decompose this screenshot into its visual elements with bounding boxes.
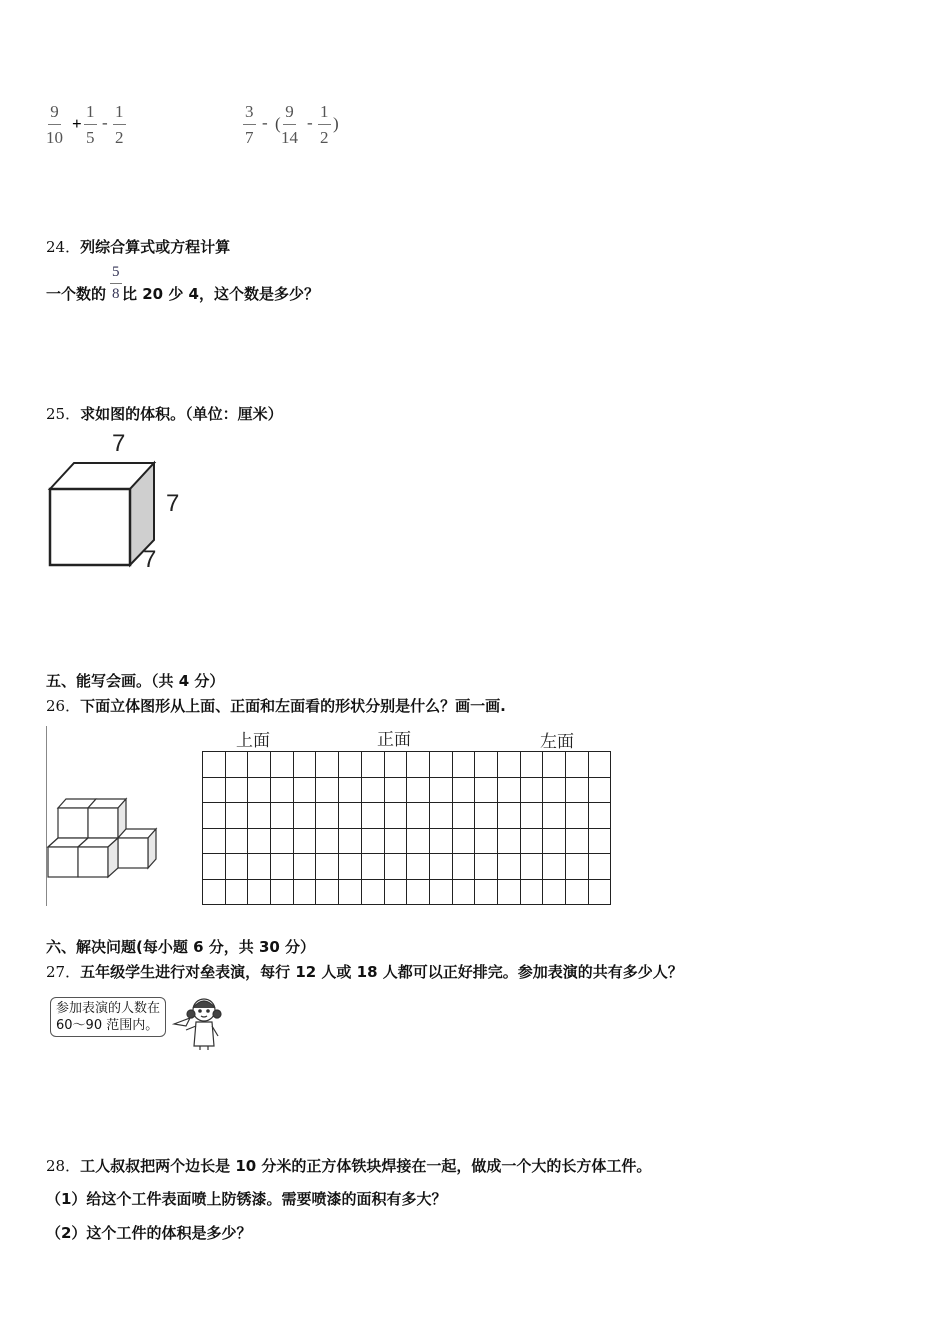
numerator: 1 (84, 103, 97, 125)
question-text: 下面立体图形从上面、正面和左面看的形状分别是什么？画一画. (80, 697, 506, 715)
denominator: 7 (245, 128, 254, 147)
dimension-top: 7 (112, 430, 126, 457)
fraction (84, 103, 97, 146)
numerator: 1 (113, 103, 126, 125)
section-5-heading: 五、能写会画。（共 4 分） (46, 672, 225, 690)
question-text: 列综合算式或方程计算 (80, 238, 231, 256)
label-front-view: 正面 (377, 730, 411, 750)
grid-row (203, 752, 611, 778)
grid-cell[interactable] (543, 828, 566, 854)
grid-cell[interactable] (248, 828, 271, 854)
question-28-part-2: （2）这个工件的体积是多少？ (46, 1224, 252, 1242)
grid-cell[interactable] (520, 803, 543, 829)
grid-cell[interactable] (293, 752, 316, 778)
denominator: 8 (112, 286, 120, 302)
grid-cell[interactable] (361, 879, 384, 905)
question-28-title (46, 1155, 651, 1176)
body-suffix: 比 20 少 4，这个数是多少？ (122, 285, 319, 303)
grid-cell[interactable] (452, 879, 475, 905)
grid-cell[interactable] (203, 777, 226, 803)
question-text: 求如图的体积。（单位：厘米） (80, 405, 283, 423)
fraction (113, 103, 126, 146)
grid-cell[interactable] (566, 828, 589, 854)
fraction-5-8 (110, 265, 122, 302)
grid-cell[interactable] (339, 828, 362, 854)
grid-cell[interactable] (520, 854, 543, 880)
grid-row (203, 854, 611, 880)
question-text: 五年级学生进行对垒表演，每行 12 人或 18 人都可以正好排完。参加表演的共有多少人？ (80, 963, 683, 981)
grid-cell[interactable] (384, 777, 407, 803)
grid-cell[interactable] (407, 828, 430, 854)
numerator: 1 (318, 103, 331, 125)
numerator: 9 (48, 103, 61, 125)
label-left-view: 左面 (540, 732, 574, 752)
body-prefix: 一个数的 (46, 285, 107, 303)
grid-cell[interactable] (429, 879, 452, 905)
question-number: 27． (46, 963, 81, 981)
grid-cell[interactable] (339, 803, 362, 829)
grid-cell[interactable] (271, 854, 294, 880)
grid-cell[interactable] (497, 777, 520, 803)
denominator: 2 (115, 128, 124, 147)
grid-cell[interactable] (497, 879, 520, 905)
fraction (281, 103, 298, 146)
girl-arm-left (186, 1026, 196, 1030)
grid-cell[interactable] (361, 854, 384, 880)
grid-cell[interactable] (452, 777, 475, 803)
grid-cell[interactable] (361, 828, 384, 854)
grid-cell[interactable] (271, 777, 294, 803)
grid-cell[interactable] (429, 803, 452, 829)
girl-eye-left (199, 1010, 201, 1012)
grid-cell[interactable] (316, 854, 339, 880)
grid-cell[interactable] (407, 854, 430, 880)
grid-cell[interactable] (203, 752, 226, 778)
cube-front (88, 808, 118, 838)
grid-cell[interactable] (588, 777, 611, 803)
grid-cell[interactable] (248, 854, 271, 880)
grid-cell[interactable] (520, 879, 543, 905)
grid-cell[interactable] (407, 777, 430, 803)
grid-cell[interactable] (271, 828, 294, 854)
grid-cell[interactable] (520, 828, 543, 854)
grid-cell[interactable] (566, 854, 589, 880)
grid-cell[interactable] (543, 777, 566, 803)
bubble-line-2: 60～90 范围内。 (56, 1018, 159, 1033)
grid-cell[interactable] (384, 803, 407, 829)
question-24-body (46, 283, 106, 304)
grid-cell[interactable] (248, 777, 271, 803)
grid-cell[interactable] (566, 803, 589, 829)
question-24-title (46, 236, 230, 257)
question-text: 工人叔叔把两个边长是 10 分米的正方体铁块焊接在一起，做成一个大的长方体工件。 (80, 1157, 652, 1175)
dimension-bottom: 7 (143, 546, 157, 573)
grid-cell[interactable] (566, 879, 589, 905)
grid-cell[interactable] (452, 803, 475, 829)
minus-operator: - (307, 113, 313, 132)
fraction (318, 103, 331, 146)
grid-cell[interactable] (203, 854, 226, 880)
grid-cell[interactable] (248, 752, 271, 778)
grid-cell[interactable] (497, 828, 520, 854)
grid-cell[interactable] (475, 777, 498, 803)
grid-cell[interactable] (588, 752, 611, 778)
grid-cell[interactable] (225, 828, 248, 854)
speech-bubble (50, 997, 166, 1037)
grid-cell[interactable] (225, 752, 248, 778)
minus-operator: - (102, 113, 108, 132)
denominator: 5 (86, 128, 95, 147)
grid-cell[interactable] (293, 803, 316, 829)
grid-cell[interactable] (407, 752, 430, 778)
grid-cell[interactable] (339, 777, 362, 803)
girl-hair-bun-left (187, 1010, 195, 1018)
grid-cell[interactable] (225, 777, 248, 803)
question-number: 26． (46, 697, 81, 715)
grid-cell[interactable] (384, 828, 407, 854)
grid-cell[interactable] (339, 854, 362, 880)
grid-cell[interactable] (543, 752, 566, 778)
drawing-grid[interactable] (202, 751, 611, 905)
grid-cell[interactable] (497, 803, 520, 829)
grid-cell[interactable] (361, 803, 384, 829)
label-top-view: 上面 (236, 731, 270, 751)
question-number: 28． (46, 1157, 81, 1175)
girl-eye-right (207, 1010, 209, 1012)
grid-cell[interactable] (520, 777, 543, 803)
question-number: 24． (46, 238, 81, 256)
cube-front-face (50, 489, 130, 565)
fraction (243, 103, 256, 146)
grid-cell[interactable] (271, 752, 294, 778)
grid-row (203, 828, 611, 854)
grid-cell[interactable] (475, 879, 498, 905)
plus-operator: + (72, 114, 82, 133)
cube-front (118, 838, 148, 868)
question-number: 25． (46, 405, 81, 423)
grid-cell[interactable] (316, 879, 339, 905)
grid-cell[interactable] (316, 777, 339, 803)
question-28-part-1: （1）给这个工件表面喷上防锈漆。需要喷漆的面积有多大？ (46, 1190, 447, 1208)
grid-cell[interactable] (407, 879, 430, 905)
numerator: 3 (243, 103, 256, 125)
grid-cell[interactable] (588, 879, 611, 905)
section-6-heading: 六、解决问题(每小题 6 分，共 30 分） (46, 938, 316, 956)
grid-cell[interactable] (293, 777, 316, 803)
grid-cell[interactable] (203, 828, 226, 854)
grid-cell[interactable] (588, 803, 611, 829)
grid-cell[interactable] (316, 828, 339, 854)
grid-cell[interactable] (271, 879, 294, 905)
grid-row (203, 879, 611, 905)
grid-row (203, 803, 611, 829)
grid-cell[interactable] (543, 803, 566, 829)
minus-operator: - (262, 113, 268, 132)
grid-body (203, 752, 611, 905)
fraction (46, 103, 63, 146)
grid-cell[interactable] (520, 752, 543, 778)
left-paren: ( (275, 114, 281, 133)
grid-cell[interactable] (316, 803, 339, 829)
numerator: 5 (110, 265, 122, 284)
grid-cell[interactable] (588, 828, 611, 854)
question-27-title (46, 961, 683, 982)
dimension-right: 7 (166, 490, 180, 517)
grid-cell[interactable] (339, 879, 362, 905)
cube-front (48, 847, 78, 877)
girl-hair-bun-right (213, 1010, 221, 1018)
denominator: 14 (281, 128, 298, 147)
stacked-cubes-figure (46, 790, 166, 885)
grid-cell[interactable] (271, 803, 294, 829)
grid-cell[interactable] (293, 854, 316, 880)
cube-front (78, 847, 108, 877)
grid-cell[interactable] (452, 752, 475, 778)
grid-cell[interactable] (248, 879, 271, 905)
grid-row (203, 777, 611, 803)
bubble-line-1: 参加表演的人数在 (56, 1001, 161, 1016)
question-24-body-suffix (122, 283, 319, 304)
grid-cell[interactable] (543, 854, 566, 880)
grid-cell[interactable] (429, 777, 452, 803)
girl-body (194, 1022, 214, 1046)
denominator: 2 (320, 128, 329, 147)
denominator: 10 (46, 128, 63, 147)
grid-cell[interactable] (452, 828, 475, 854)
grid-cell[interactable] (497, 752, 520, 778)
grid-cell[interactable] (361, 777, 384, 803)
bubble-tail (174, 1018, 190, 1026)
grid-cell[interactable] (429, 752, 452, 778)
grid-cell[interactable] (339, 752, 362, 778)
right-paren: ) (333, 114, 339, 133)
question-26-title (46, 695, 506, 716)
grid-cell[interactable] (588, 854, 611, 880)
grid-cell[interactable] (248, 803, 271, 829)
grid-cell[interactable] (475, 828, 498, 854)
grid-cell[interactable] (293, 879, 316, 905)
grid-cell[interactable] (384, 854, 407, 880)
cube-front (58, 808, 88, 838)
grid-cell[interactable] (203, 803, 226, 829)
question-25-title (46, 403, 283, 424)
grid-cell[interactable] (475, 803, 498, 829)
grid-cell[interactable] (384, 879, 407, 905)
grid-cell[interactable] (361, 752, 384, 778)
grid-cell[interactable] (475, 752, 498, 778)
grid-cell[interactable] (384, 752, 407, 778)
numerator: 9 (283, 103, 296, 125)
grid-cell[interactable] (316, 752, 339, 778)
grid-cell[interactable] (452, 854, 475, 880)
girl-illustration (172, 994, 236, 1050)
grid-cell[interactable] (407, 803, 430, 829)
grid-cell[interactable] (293, 828, 316, 854)
grid-cell[interactable] (225, 854, 248, 880)
grid-cell[interactable] (203, 879, 226, 905)
grid-cell[interactable] (497, 854, 520, 880)
grid-cell[interactable] (543, 879, 566, 905)
grid-cell[interactable] (429, 854, 452, 880)
grid-cell[interactable] (566, 752, 589, 778)
grid-cell[interactable] (566, 777, 589, 803)
grid-cell[interactable] (429, 828, 452, 854)
grid-cell[interactable] (475, 854, 498, 880)
grid-cell[interactable] (225, 803, 248, 829)
grid-cell[interactable] (225, 879, 248, 905)
